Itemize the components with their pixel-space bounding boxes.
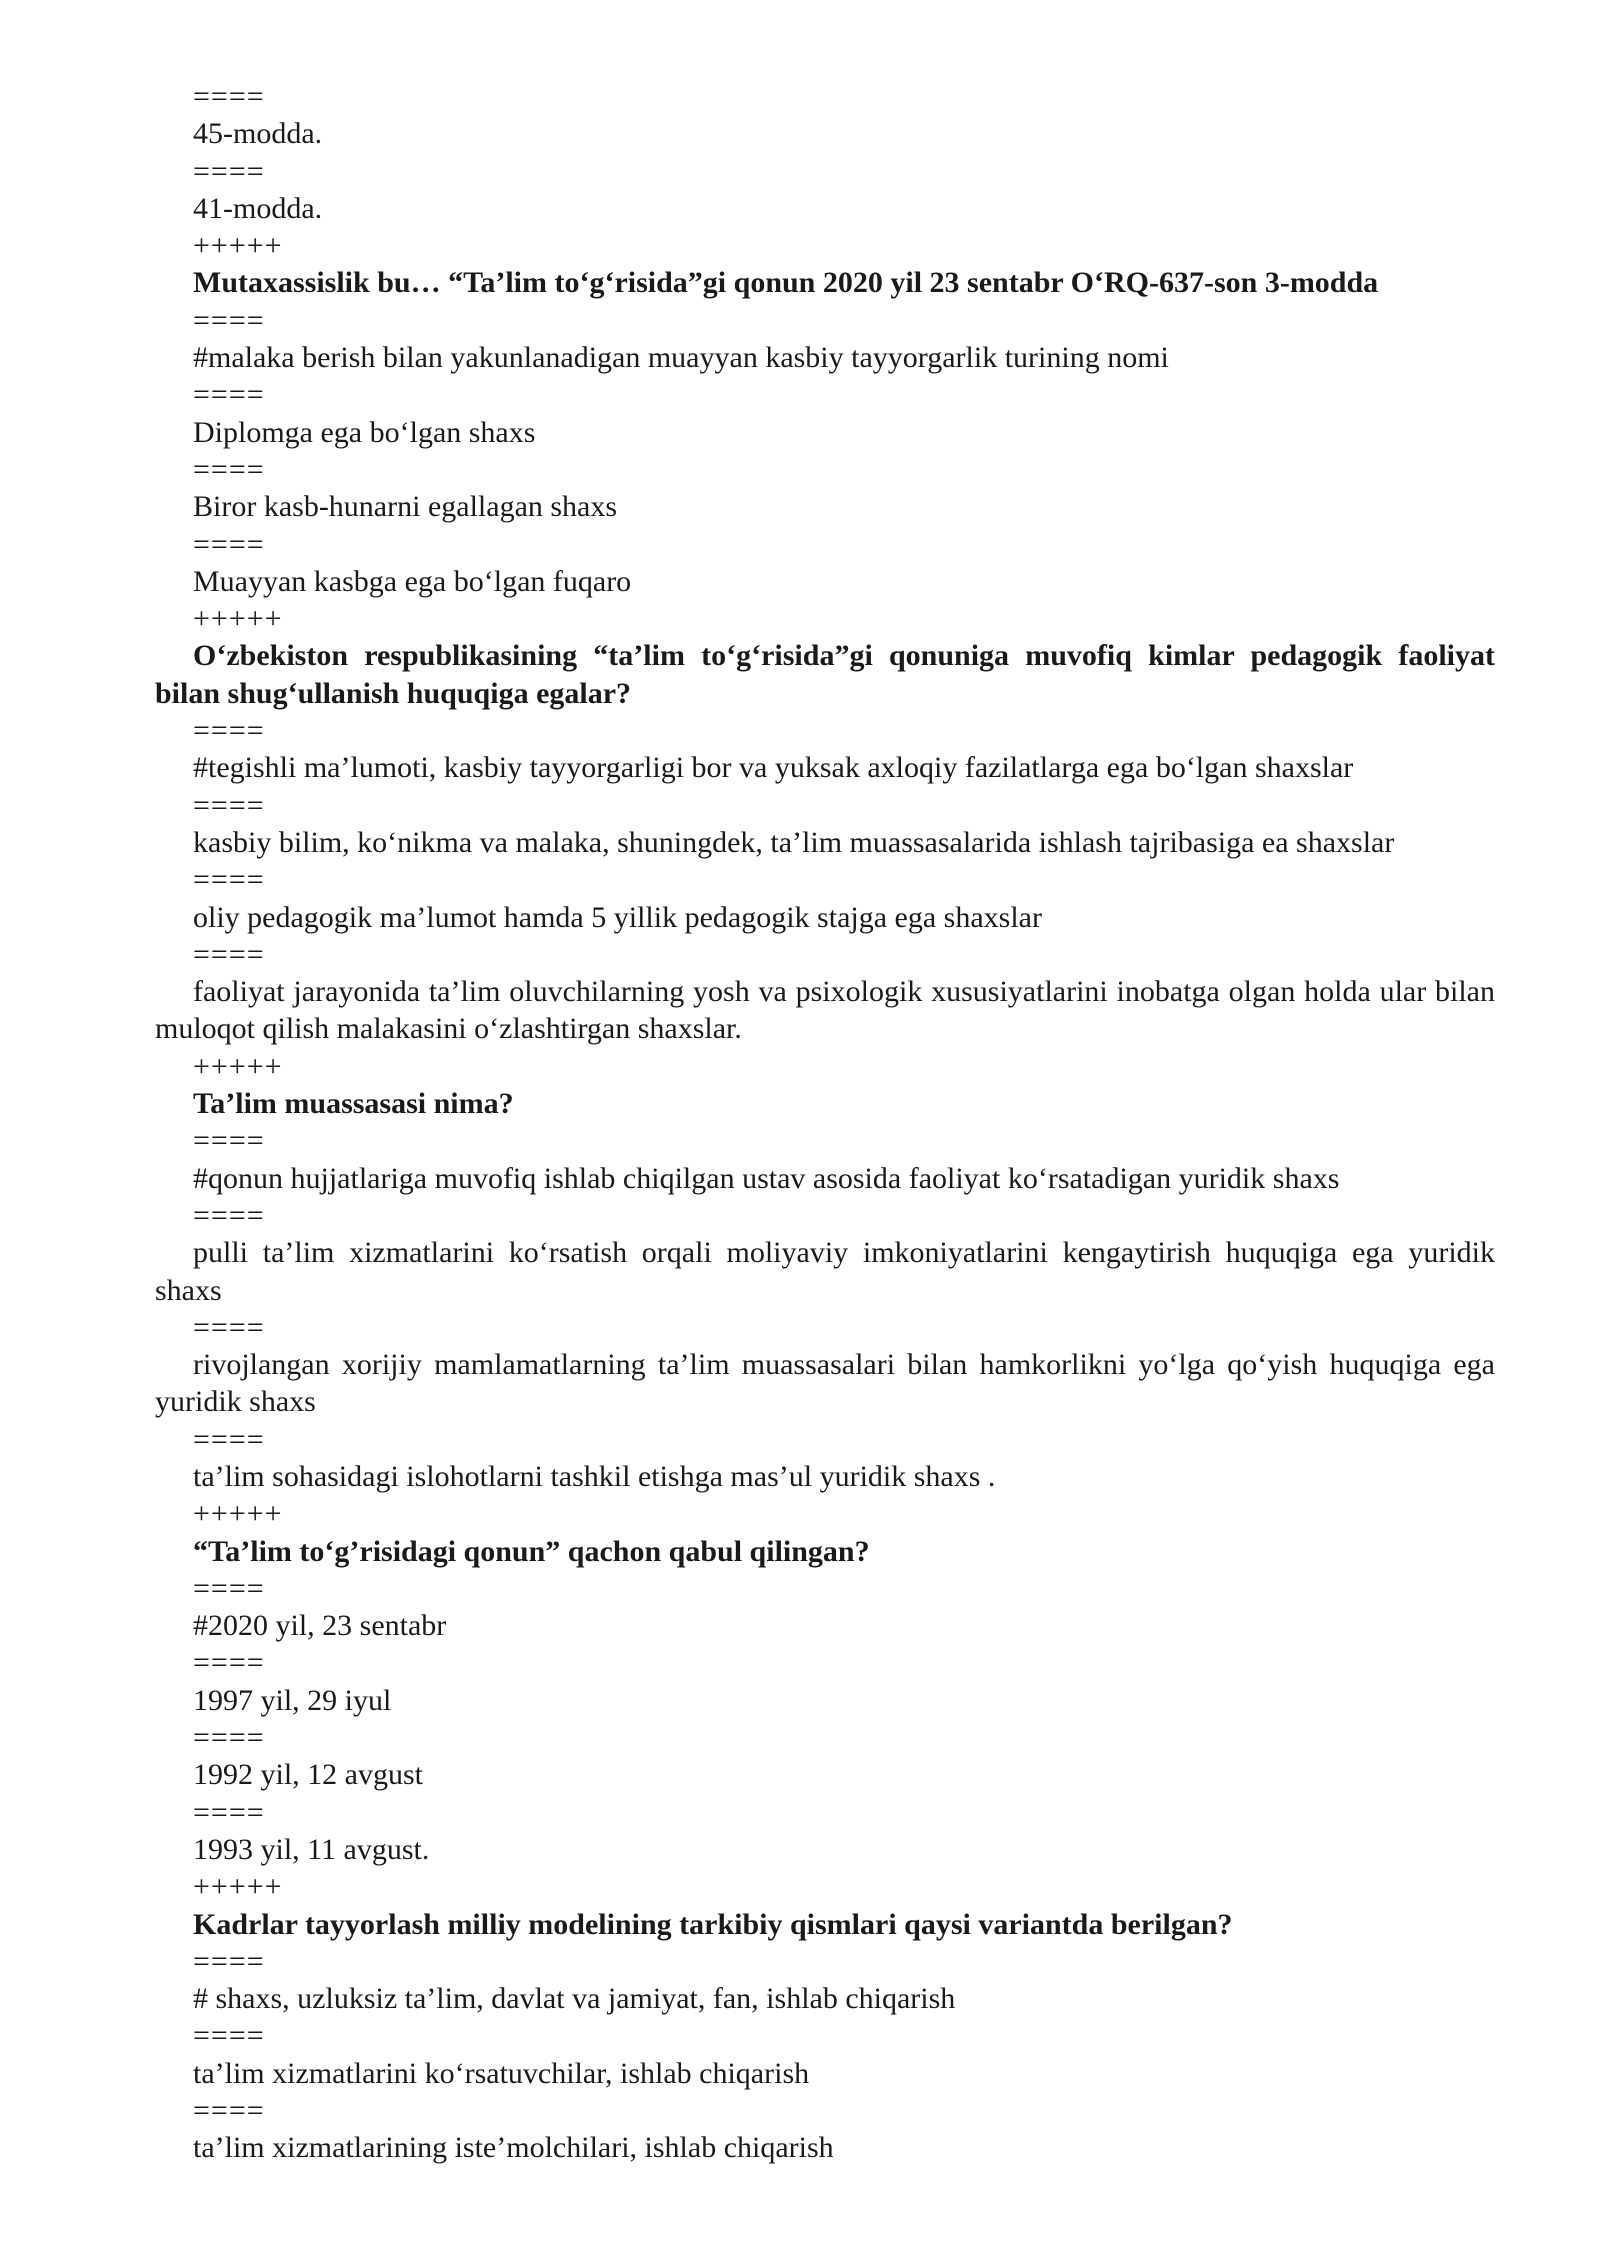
separator-line: +++++ xyxy=(193,229,283,263)
separator-line: ==== xyxy=(193,154,265,188)
question-line: Mutaxassislik bu… “Ta’lim to‘g‘risida”gi qonun 2020 yil 23 sentabr O‘RQ-637-son 3-modda xyxy=(193,266,1379,300)
separator-line: ==== xyxy=(193,863,265,897)
answer-line: #tegishli ma’lumoti, kasbiy tayyorgarligi bor va yuksak axloqiy fazilatlarga ega bo‘lgan shaxslar xyxy=(193,751,1354,785)
separator-line: ==== xyxy=(193,937,265,971)
answer-line: 45-modda. xyxy=(193,117,323,151)
separator-line: ==== xyxy=(193,1198,265,1232)
separator-line: ==== xyxy=(193,303,265,337)
document-page xyxy=(155,78,1495,2167)
separator-line: +++++ xyxy=(193,1497,283,1531)
separator-line: ==== xyxy=(193,1721,265,1755)
separator-line: ==== xyxy=(193,788,265,822)
separator-line: ==== xyxy=(193,527,265,561)
answer-line: rivojlangan xorijiy mamlamatlarning ta’lim muassasalari bilan hamkorlikni yo‘lga qo‘yish huquqiga ega yuridik shaxs xyxy=(155,1348,1495,1419)
answer-line: ta’lim xizmatlarini ko‘rsatuvchilar, ishlab chiqarish xyxy=(193,2056,810,2090)
answer-line: Biror kasb-hunarni egallagan shaxs xyxy=(193,490,618,524)
separator-line: ==== xyxy=(193,1571,265,1605)
separator-line: ==== xyxy=(193,1422,265,1456)
separator-line: +++++ xyxy=(193,1870,283,1904)
answer-line: ta’lim sohasidagi islohotlarni tashkil etishga mas’ul yuridik shaxs . xyxy=(193,1459,996,1493)
answer-line: oliy pedagogik ma’lumot hamda 5 yillik pedagogik stajga ega shaxslar xyxy=(193,900,1042,934)
separator-line: ==== xyxy=(193,1944,265,1978)
answer-line: ta’lim xizmatlarining iste’molchilari, ishlab chiqarish xyxy=(193,2131,834,2165)
separator-line: ==== xyxy=(193,1646,265,1680)
separator-line: +++++ xyxy=(193,1049,283,1083)
answer-line: kasbiy bilim, ko‘nikma va malaka, shuningdek, ta’lim muassasalarida ishlash tajribasiga ea shaxslar xyxy=(193,825,1395,859)
question-line: Ta’lim muassasasi nima? xyxy=(193,1087,514,1121)
separator-line: ==== xyxy=(193,80,265,113)
answer-line: 41-modda. xyxy=(193,191,323,225)
question-line: “Ta’lim to‘g’risidagi qonun” qachon qabul qilingan? xyxy=(193,1534,870,1568)
separator-line: ==== xyxy=(193,1795,265,1829)
separator-line: ==== xyxy=(193,2019,265,2053)
answer-line: Diplomga ega bo‘lgan shaxs xyxy=(193,415,536,449)
question-line: Kadrlar tayyorlash milliy modelining tarkibiy qismlari qaysi variantda berilgan? xyxy=(193,1907,1233,1941)
answer-line: 1992 yil, 12 avgust xyxy=(193,1758,423,1792)
separator-line: ==== xyxy=(193,378,265,412)
separator-line: ==== xyxy=(193,1310,265,1344)
separator-line: ==== xyxy=(193,452,265,486)
answer-line: 1993 yil, 11 avgust. xyxy=(193,1832,430,1866)
answer-line: Muayyan kasbga ega bo‘lgan fuqaro xyxy=(193,564,632,598)
answer-line: #2020 yil, 23 sentabr xyxy=(193,1609,447,1643)
answer-line: faoliyat jarayonida ta’lim oluvchilarning yosh va psixologik xususiyatlarini inobatga olgan holda ular bilan muloqot qilish malakasini o‘zlashtirgan shaxslar. xyxy=(155,975,1495,1046)
answer-line: pulli ta’lim xizmatlarini ko‘rsatish orqali moliyaviy imkoniyatlarini kengaytirish huquqiga ega yuridik shaxs xyxy=(155,1236,1495,1307)
separator-line: ==== xyxy=(193,2094,265,2128)
separator-line: +++++ xyxy=(193,602,283,636)
answer-line: 1997 yil, 29 iyul xyxy=(193,1683,392,1717)
answer-line: #qonun hujjatlariga muvofiq ishlab chiqilgan ustav asosida faoliyat ko‘rsatadigan yuridik shaxs xyxy=(193,1161,1340,1195)
answer-line: #malaka berish bilan yakunlanadigan muayyan kasbiy tayyorgarlik turining nomi xyxy=(193,341,1169,375)
question-line: O‘zbekiston respublikasining “ta’lim to‘g‘risida”gi qonuniga muvofiq kimlar pedagogik faoliyat bilan shug‘ullanish huquqiga egalar? xyxy=(155,639,1495,710)
answer-line: # shaxs, uzluksiz ta’lim, davlat va jamiyat, fan, ishlab chiqarish xyxy=(193,1982,956,2016)
separator-line: ==== xyxy=(193,714,265,748)
separator-line: ==== xyxy=(193,1124,265,1158)
